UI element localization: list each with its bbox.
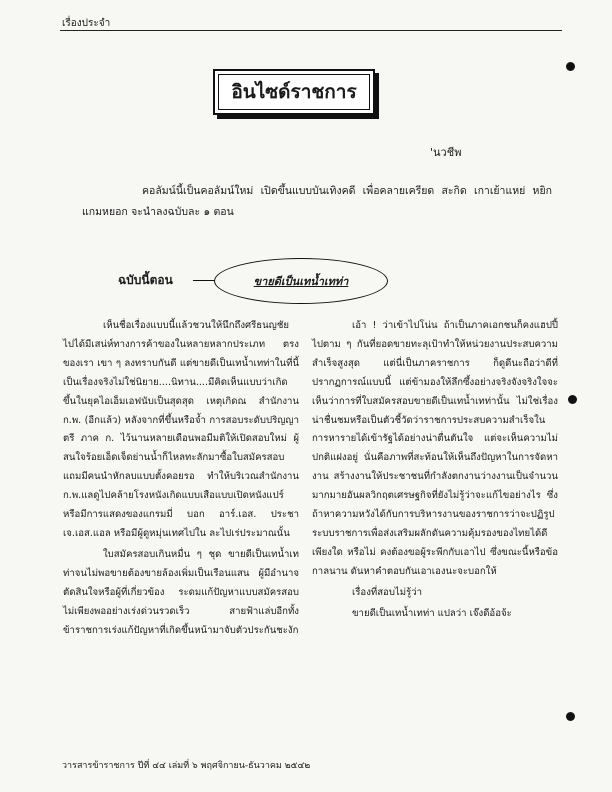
author: 'นวชีพ bbox=[430, 146, 462, 159]
header-section-label: เรื่องประจำ bbox=[62, 18, 111, 29]
punch-hole-dot bbox=[566, 712, 575, 721]
episode-name: ขายดีเป็นเทน้ำเทท่า bbox=[253, 275, 349, 288]
punch-hole-dot bbox=[566, 62, 575, 71]
intro-paragraph: คอลัมน์นี้เป็นคอลัมน์ใหม่ เปิดขึ้นแบบบันเทิงคดี เพื่อคลายเครียด สะกิด เกาเย้าแหย่ หยิกแกมหยอก จะนำลงฉบับละ ๑ ตอน bbox=[82, 185, 552, 218]
author-name: นวชีพ bbox=[433, 146, 462, 159]
title-box bbox=[213, 69, 375, 115]
punch-hole-dot bbox=[568, 395, 577, 404]
paragraph: ใบสมัครสอบเกินหมื่น ๆ ชุด ขายดีเป็นเทน้ำเทท่าจนไม่พอขายต้องขายล้องเพิ่มเป็นเรือนแสน ผู้มีอำนาจตัดสินใจหรือผู้ที่เกี่ยวข้อง ระดมแก้ปัญหาแบบสมัครสอบไม่เพียงพออย่างเร่งด่วนรวดเร็ว สายฟ้าแล่บอีกทั้งข้าราชการเร่งแก้ปัญหาที่เกิดขึ้นหน้ามาจับตัวประกันชะงัก bbox=[63, 548, 299, 636]
paragraph: เอ้า ! ว่าเข้าไปโน่น ถ้าเป็นภาคเอกชนก็คงแฮปปี้ไปตาม ๆ กันที่ยอดขายทะลุเป้าทำให้หน่วยงานประสบความสำเร็จสูงสุด แต่นี่เป็นภาคราชการ ก็ดูดีนะถือว่าดีที่ปรากฏการณ์แบบนี้ แต่ข้ามองให้ลึกซึ้งอย่างจริงจังจริงใจจะเห็นว่าการที่ใบสมัครสอบขายดีเป็นเทน้ำเทท่านั้น ไม่ใช่เรื่องน่าชื่นชมหรือเป็นตัวชี้วัดว่าราชการประสบความสำเร็จในการหารายได้เข้ารัฐได้อย่างน่าตื่นตันใจ แต่จะเห็นความไม่ปกติแฝงอยู่ นั่นคือภาพที่สะท้อนให้เห็นถึงปัญหาในการจัดหางาน สร้างงานให้ประชาชนที่กำลังตกงานว่างงานเป็นจำนวนมากมายอันผลวิกฤตเศรษฐกิจที่ยังไม่รู้ว่าจะแก้ไขอย่างไร ซึ่งถ้าหาความหวังได้กับการบริหารงานของราชการว่าจะปฏิรูประบบราชการเพื่อส่งเสริมผลักดันความคุ้มรองของไทยได้ดีเพียงใด หรือไม่ คงต้องขอผู้ระพีกกับเอาไป ซึ่งขณะนี้หรือข้อกาลนาน ดันหาคำตอบกันเอาเองนะจะบอกให้ bbox=[312, 320, 558, 577]
episode-label: ฉบับนี้ตอน bbox=[118, 273, 173, 287]
left-column bbox=[63, 317, 299, 640]
page-title: อินไซด์ราชการ bbox=[231, 81, 357, 103]
paragraph: เห็นชื่อเรื่องแบบนี้แล้วชวนให้นึกถึงศรีธนญชัยไปได้มีเสน่ห์ทางการค้าของในหลายหลากประเภท ตรงของเรา เขา ๆ ลงทราบกันดี แต่ขายดีเป็นเทน้ำเทท่าในที่นี้เป็นเรื่องจริงไม่ใช่นิยาย....นิทาน....มีคิดเห็นแบบว่าเกิดขึ้นในยุคไอเอ็มเอฟนับเป็นสุดสุด เหตุเกิดณ สำนักงาน ก.พ. (อีกแล้ว) หลังจากที่ขึ้นหรือจ้ำ การสอบระดับปริญญาตรี ภาค ก. ไว้นานหลายเดือนพอมีมติให้เปิดสอบใหม่ ผู้สนใจร้อยเอ็ดเจ็ดย่านน้ำก็ไหลทะลักมาซื้อใบสมัครสอบ แถมมีคนนำหักลบแบบตั้งคอยรอ ทำให้บริเวณสำนักงาน ก.พ.แลดูไปคล้ายโรงหนังเกิดแบบเสือแบบเปิดหนังแปร์ หรือมีการแสดงของแกรมมี่ บอก อาร์.เอส. ประชา เจ.เอส.แอล หรือมีผู้ดูหมุ่นเทศไปใน ละไปเร่ประมาณนั้น bbox=[63, 320, 299, 539]
oval-connector bbox=[193, 280, 215, 281]
episode-oval bbox=[214, 258, 388, 304]
paragraph: ขายดีเป็นเทน้ำเทท่า แปลว่า เจ๊งดีอ้อจ้ะ bbox=[352, 607, 512, 619]
paragraph: เรื่องที่สอบไม่รู้ว่า bbox=[352, 586, 422, 598]
footer: วารสารข้าราชการ ปีที่ ๔๔ เล่มที่ ๖ พฤศจิกายน-ธันวาคม ๒๕๔๒ bbox=[62, 761, 311, 771]
header-rule bbox=[60, 30, 562, 31]
right-column bbox=[312, 317, 558, 624]
